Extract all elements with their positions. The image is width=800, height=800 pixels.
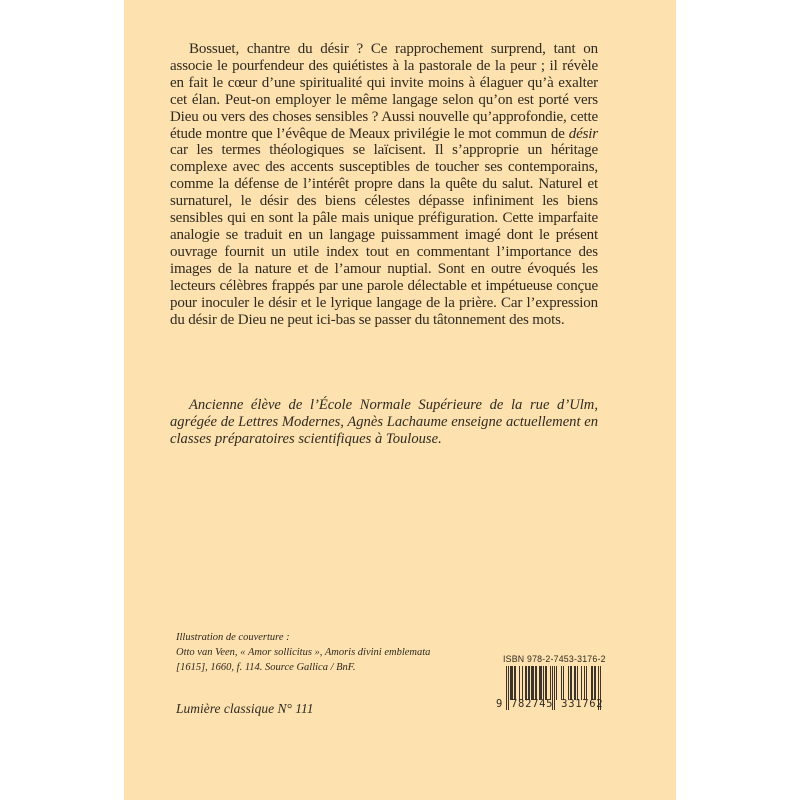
ean-digit-group-1: 9 <box>496 698 504 710</box>
collection-name: Lumière classique N° 111 <box>176 701 314 716</box>
ean-digits <box>496 698 603 710</box>
credit-line-1: Illustration de couverture : <box>176 632 290 643</box>
author-bio: Ancienne élève de l’École Normale Supérieure de la rue d’Ulm, agrégée de Lettres Modernes, Agnès Lachaume enseigne actuellement en classes préparatoires scientifiques à Toulouse. <box>170 397 598 447</box>
synopsis-paragraph <box>170 41 598 328</box>
synopsis-italic-word: désir <box>568 125 598 142</box>
ean-digit-group-3: 331762 <box>561 698 604 710</box>
synopsis-text-after: car les termes théologiques se laïcisent. Il s’approprie un héritage complexe avec des accents susceptibles de toucher ses contemporains, comme la défense de l’intérêt propre dans la quête du salut. Naturel et surnaturel, le désir des biens célestes dépasse infiniment les biens sensibles qui en sont la pâle mais unique préfiguration. Cette imparfaite analogie se traduit en un langage puissamment imagé dont le présent ouvrage fournit un utile index tout en commentant l’importance des images de la nature et de l’amour nuptial. Sont en outre évoqués les lecteurs célèbres frappés par une parole délectable et impétueuse conçue pour inoculer le désir et le lyrique langage de la prière. Car l’expression du désir de Dieu ne peut ici-bas se passer du tâtonnement des mots. <box>170 142 598 328</box>
credit-line-2: Otto van Veen, « Amor sollicitus », Amoris divini emblemata <box>176 646 431 658</box>
synopsis-text-before: Bossuet, chantre du désir ? Ce rapprochement surprend, tant on associe le pourfendeur des quiétistes à la pastorale de la peur ; il révèle en fait le cœur d’une spiritualité qui invite moins à élaguer qu’à exalter cet élan. Peut-on employer le même langage selon qu’on est porté vers Dieu ou vers des choses sensibles ? Aussi nouvelle qu’approfondie, cette étude montre que l’évêque de Meaux privilégie le mot commun de <box>170 41 598 142</box>
book-back-cover <box>124 0 676 800</box>
credit-line-3: [1615], 1660, f. 114. Source Gallica / BnF. <box>176 661 356 673</box>
ean-digit-group-2: 782745 <box>511 698 554 710</box>
isbn-label: ISBN 978-2-7453-3176-2 <box>503 654 606 664</box>
barcode <box>494 654 612 716</box>
cover-credit <box>176 631 430 675</box>
